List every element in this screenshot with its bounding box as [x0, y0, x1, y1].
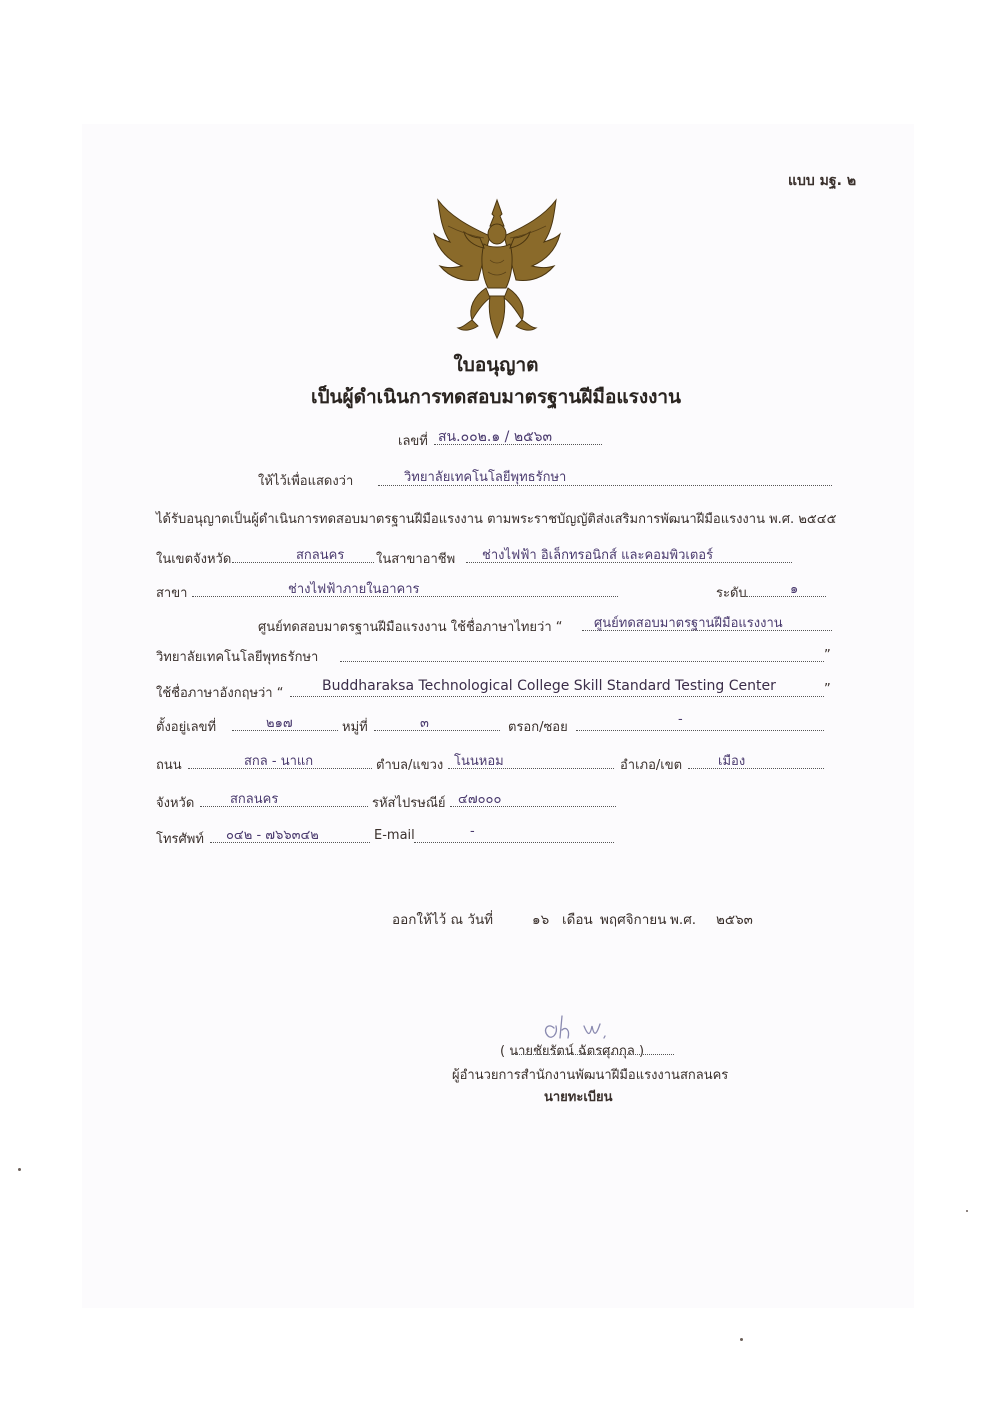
phone-label: โทรศัพท์: [156, 832, 204, 847]
road-label: ถนน: [156, 758, 182, 773]
province-line: [200, 806, 368, 807]
soi-line: [576, 730, 824, 731]
issued-day: ๑๖: [532, 912, 550, 928]
level-value: ๑: [790, 582, 799, 597]
province-value: สกลนคร: [230, 792, 279, 807]
page-subtitle: เป็นผู้ดำเนินการทดสอบมาตรฐานฝีมือแรงงาน: [310, 386, 682, 408]
district-line: [688, 768, 824, 769]
email-value: -: [470, 824, 475, 839]
subdistrict-value: โนนหอม: [454, 754, 504, 769]
issued-year: ๒๕๖๓: [716, 912, 753, 928]
branch-label: สาขา: [156, 586, 188, 601]
english-name-close-quote: ”: [824, 682, 831, 697]
scan-speck: [966, 1210, 968, 1212]
thai-name-close-quote: ”: [824, 648, 831, 663]
english-name-value: Buddharaksa Technological College Skill Standard Testing Center: [322, 678, 776, 694]
province-area-label: ในเขตจังหวัด: [156, 552, 232, 567]
signatory-role: นายทะเบียน: [544, 1090, 613, 1105]
moo-label: หมู่ที่: [342, 720, 368, 735]
issued-month: พฤศจิกายน: [600, 912, 667, 928]
postcode-label: รหัสไปรษณีย์: [372, 796, 446, 811]
level-label: ระดับ: [716, 586, 747, 601]
occupation-value: ช่างไฟฟ้า อิเล็กทรอนิกส์ และคอมพิวเตอร์: [482, 548, 714, 563]
english-name-label: ใช้ชื่อภาษาอังกฤษว่า “: [156, 686, 284, 701]
email-line: [414, 842, 614, 843]
thai-name-value-line2: วิทยาลัยเทคโนโลยีพุทธรักษา: [156, 650, 319, 665]
level-line: [746, 596, 826, 597]
thai-name-line2: [340, 661, 824, 662]
district-label: อำเภอ/เขต: [620, 758, 683, 773]
postcode-value: ๔๗๐๐๐: [458, 792, 502, 807]
scan-speck: [18, 1168, 21, 1171]
email-label: E-mail: [374, 828, 415, 843]
phone-value: ๐๔๒ - ๗๖๖๓๔๒: [226, 828, 319, 843]
issued-year-label: พ.ศ.: [670, 912, 697, 928]
authorization-text: ได้รับอนุญาตเป็นผู้ดำเนินการทดสอบมาตรฐานฝีมือแรงงาน ตามพระราชบัญญัติส่งเสริมการพัฒนาฝีมือแรงงาน พ.ศ. ๒๕๔๕: [156, 512, 837, 527]
form-code: แบบ มฐ. ๒: [788, 173, 857, 189]
number-value: สน.๐๐๒.๑ / ๒๕๖๓: [438, 429, 553, 445]
moo-line: [374, 730, 500, 731]
occupation-label: ในสาขาอาชีพ: [376, 552, 456, 567]
house-no-label: ตั้งอยู่เลขที่: [156, 720, 217, 735]
issued-prefix: ออกให้ไว้ ณ วันที่: [392, 912, 494, 928]
page-title: ใบอนุญาต: [453, 354, 539, 376]
thai-name-value-line1: ศูนย์ทดสอบมาตรฐานฝีมือแรงงาน: [594, 616, 783, 631]
number-label: เลขที่: [398, 434, 428, 449]
scan-speck: [740, 1338, 743, 1341]
branch-value: ช่างไฟฟ้าภายในอาคาร: [288, 582, 420, 597]
thai-name-label: ศูนย์ทดสอบมาตรฐานฝีมือแรงงาน ใช้ชื่อภาษาไทยว่า “: [258, 620, 563, 635]
garuda-emblem-icon: [428, 196, 566, 344]
certify-value: วิทยาลัยเทคโนโลยีพุทธรักษา: [404, 470, 567, 485]
issued-month-label: เดือน: [562, 912, 593, 928]
soi-label: ตรอก/ซอย: [508, 720, 568, 735]
certify-label: ให้ไว้เพื่อแสดงว่า: [258, 474, 354, 489]
province-area-value: สกลนคร: [296, 548, 345, 563]
subdistrict-label: ตำบล/แขวง: [376, 758, 444, 773]
road-value: สกล - นาแก: [244, 754, 314, 769]
district-value: เมือง: [718, 754, 746, 769]
house-no-value: ๒๑๗: [266, 716, 293, 731]
signatory-name: ( นายชัยรัตน์ ฉัตรศุภกุล ): [500, 1044, 645, 1059]
moo-value: ๓: [420, 716, 429, 731]
signatory-position: ผู้อำนวยการสำนักงานพัฒนาฝีมือแรงงานสกลนคร: [452, 1068, 729, 1083]
soi-value: -: [678, 712, 683, 727]
english-name-line: [290, 696, 824, 697]
signatory-name-line: [512, 1054, 674, 1055]
province-label: จังหวัด: [156, 796, 195, 811]
